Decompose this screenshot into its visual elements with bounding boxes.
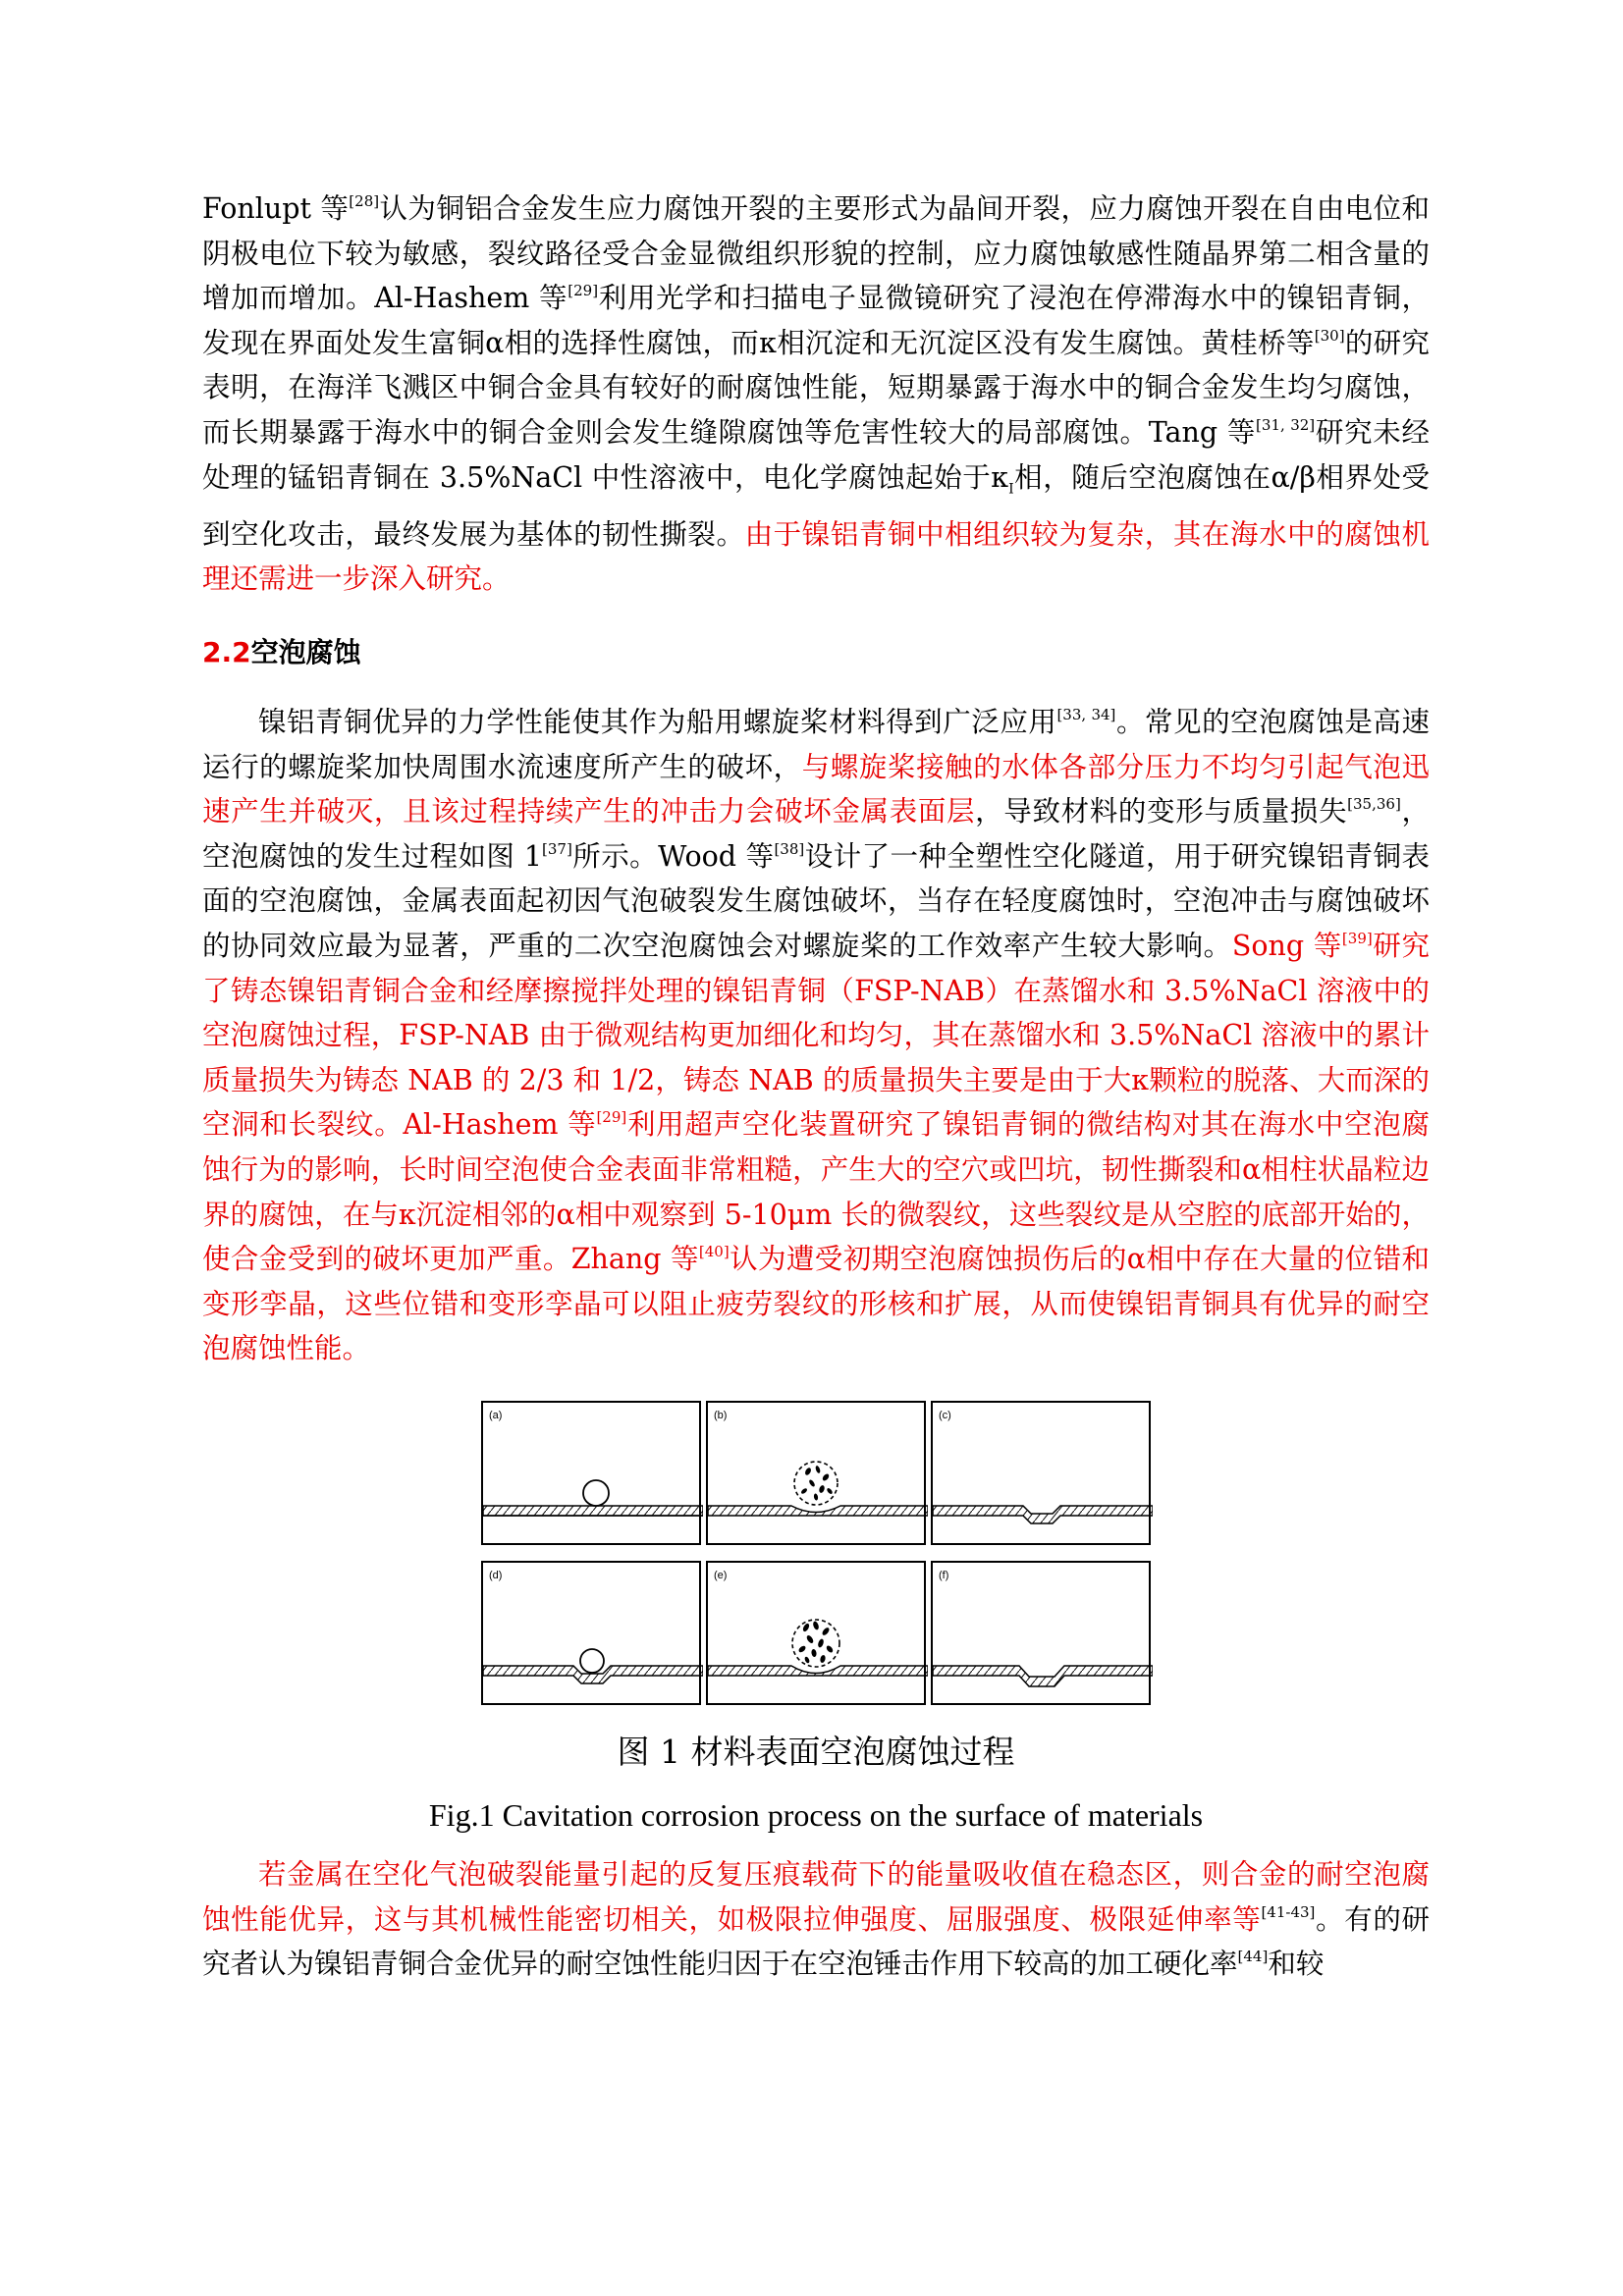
figure-panel-b [706,1401,926,1545]
text-run: 。常见的空泡腐蚀是高速运行的螺旋桨加快周围水流速度所产生的破坏， [202,706,1430,783]
text-run: 利用光学和扫描电子显微镜研究了浸泡在停滞海水中的镍铝青铜，发现在界面处发生富铜α相的选择性腐蚀，而κ相沉淀和无沉淀区没有发生腐蚀。黄桂桥等 [202,282,1430,359]
paragraph-1 [202,187,1430,602]
panel-label: (d) [489,1569,503,1581]
citation: [31, 32] [1256,415,1316,434]
figure-panel-c [931,1401,1151,1545]
text-run: ，空泡腐蚀的发生过程如图 1 [202,795,1430,873]
citation: [37] [542,839,572,858]
highlighted-text: 由于镍铝青铜中相组织较为复杂，其在海水中的腐蚀机理还需进一步深入研究。 [202,517,1430,596]
citation: [40] [698,1243,730,1261]
figure-caption-en: Fig.1 Cavitation corrosion process on the surface of materials [428,1796,1204,1833]
paragraph-3 [202,1852,1430,1987]
page-body [202,187,1430,1987]
citation: [28] [349,192,380,210]
section-number: 2.2 [202,636,251,669]
citation: [44] [1237,1948,1269,1966]
text-run: Fonlupt 等 [202,192,350,225]
figure-cavitation-process [481,1401,1151,1705]
citation: [41-43] [1261,1902,1316,1921]
citation: [39] [1341,930,1373,947]
section-title: 空泡腐蚀 [250,636,361,669]
text-run: 所示。Wood 等 [571,839,775,873]
highlighted-text: 与螺旋桨接触的水体各部分压力不均匀引起气泡迅速产生并破灭，且该过程持续产生的冲击力会破坏金属表面层 [202,750,1430,828]
panel-label: (a) [489,1409,503,1421]
panel-label: (f) [939,1569,949,1581]
citation: [30] [1314,326,1345,345]
text-run: 设计了一种全塑性空化隧道，用于研究镍铝青铜表面的空泡腐蚀，金属表面起初因气泡破裂发生腐蚀破坏，当存在轻度腐蚀时，空泡冲击与腐蚀破坏的协同效应最为显著，严重的二次空泡腐蚀会对螺旋桨的工作效率产生较大影响。 [202,839,1430,962]
highlighted-text: Song 等 [1231,930,1342,962]
text-run: 相，随后空泡腐蚀在α/β相界处受到空化攻击，最终发展为基体的韧性撕裂。 [202,460,1430,551]
figure-panel-d [481,1561,701,1705]
highlighted-text: 认为遭受初期空泡腐蚀损伤后的α相中存在大量的位错和变形孪晶，这些位错和变形孪晶可以阻止疲劳裂纹的形核和扩展，从而使镍铝青铜具有优异的耐空泡腐蚀性能。 [202,1243,1431,1365]
citation: [38] [774,839,805,858]
highlighted-text: 研究了铸态镍铝青铜合金和经摩擦搅拌处理的镍铝青铜（FSP-NAB）在蒸馏水和 3.5%NaCl 溶液中的空泡腐蚀过程，FSP-NAB 由于微观结构更加细化和均匀，其在蒸馏水和 3.5%NaCl 溶液中的累计质量损失为铸态 NAB 的 2/3 和 1/2，铸态 NAB 的质量损失主要是由于大κ颗粒的脱落、大而深的空洞和长裂纹。Al-Hashem 等 [202,930,1430,1142]
panel-label: (b) [714,1409,728,1421]
text-run: 研究未经处理的锰铝青铜在 3.5%NaCl 中性溶液中，电化学腐蚀起始于κ [202,415,1430,494]
paragraph-2 [202,700,1430,1371]
highlighted-text: 若金属在空化气泡破裂能量引起的反复压痕载荷下的能量吸收值在稳态区，则合金的耐空泡腐蚀性能优异，这与其机械性能密切相关，如极限拉伸强度、屈服强度、极限延伸率等 [202,1857,1430,1936]
text-run: 的研究表明，在海洋飞溅区中铜合金具有较好的耐腐蚀性能，短期暴露于海水中的铜合金发生均匀腐蚀，而长期暴露于海水中的铜合金则会发生缝隙腐蚀等危害性较大的局部腐蚀。Tang 等 [202,326,1430,449]
panel-label: (e) [714,1569,728,1581]
figure-panel-e [706,1561,926,1705]
citation: [29] [568,282,599,300]
text-run: 镍铝青铜优异的力学性能使其作为船用螺旋桨材料得到广泛应用 [258,706,1057,739]
panel-label: (c) [939,1409,951,1421]
highlighted-text: 利用超声空化装置研究了镍铝青铜的微结构对其在海水中空泡腐蚀行为的影响，长时间空泡使合金表面非常粗糙，产生大的空穴或凹坑，韧性撕裂和α相柱状晶粒边界的腐蚀，在与κ沉淀相邻的α相中观察到 5-10μm 长的微裂纹，这些裂纹是从空腔的底部开始的，使合金受到的破坏更加严重。Zhang 等 [202,1108,1430,1276]
citation: [29] [596,1108,627,1127]
subscript: I [1008,481,1014,498]
figure-caption-cn: 图 1 材料表面空泡腐蚀过程 [617,1732,1015,1771]
text-run: ，导致材料的变形与质量损失 [975,795,1348,828]
figure-panel-a [481,1401,701,1545]
text-run: 和较 [1268,1948,1325,1981]
citation: [35,36] [1347,795,1401,814]
text-run: 认为铜铝合金发生应力腐蚀开裂的主要形式为晶间开裂，应力腐蚀开裂在自由电位和阴极电位下较为敏感，裂纹路径受合金显微组织形貌的控制，应力腐蚀敏感性随晶界第二相含量的增加而增加。Al-Hashem 等 [202,192,1430,315]
figure-panel-f [931,1561,1151,1705]
citation: [33, 34] [1056,706,1116,724]
section-heading [202,631,1430,674]
text-run: 。有的研究者认为镍铝青铜合金优异的耐空蚀性能归因于在空泡锤击作用下较高的加工硬化率 [202,1902,1430,1981]
